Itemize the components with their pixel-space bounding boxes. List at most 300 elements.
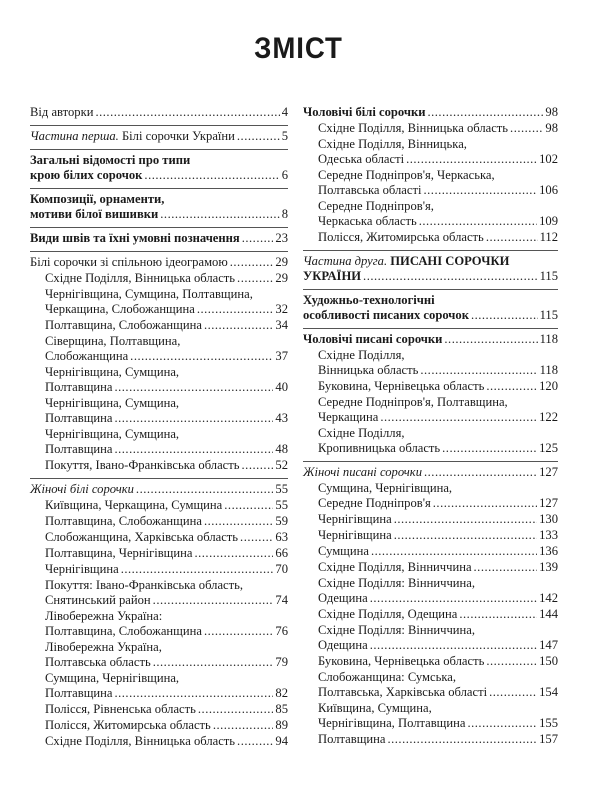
- dot-leader: [467, 716, 537, 731]
- entry-title-line: [318, 137, 558, 152]
- entry-title-line: [318, 348, 558, 363]
- dot-leader: [144, 168, 279, 183]
- entry-title-line: [318, 576, 558, 591]
- entry-last-line: [45, 593, 288, 608]
- entry-last-line: [303, 105, 558, 120]
- entry-last-line: [45, 562, 288, 577]
- dot-leader: [130, 349, 273, 364]
- entry-title-text: Буковина, Чернівецька область: [318, 654, 485, 668]
- dot-leader: [114, 442, 273, 457]
- dot-leader: [442, 441, 537, 456]
- dot-leader: [424, 465, 537, 480]
- page-number: 63: [275, 530, 288, 544]
- entry-last-line: [45, 318, 288, 333]
- dot-leader: [237, 734, 273, 749]
- page-number: 55: [275, 482, 288, 496]
- toc-section-entry[interactable]: [30, 105, 288, 120]
- toc-section-entry[interactable]: [303, 254, 558, 284]
- entry-title: Чернігівщина, Сумщина,: [45, 396, 180, 410]
- entry-title: Чернігівщина, Сумщина, Полтавщина,: [45, 287, 253, 301]
- page-number: 23: [275, 231, 288, 245]
- page-number: 34: [275, 318, 288, 332]
- toc-entry[interactable]: [30, 530, 288, 545]
- dot-leader: [237, 129, 280, 144]
- entry-title-line: [45, 334, 288, 349]
- entry-title: [45, 349, 128, 364]
- page-number: 79: [275, 655, 288, 669]
- page-number: 155: [539, 716, 558, 730]
- entry-title: [45, 271, 235, 286]
- toc-entry[interactable]: [30, 718, 288, 733]
- entry-title-text: Види швів та їхні умовні позначення: [30, 231, 240, 245]
- toc-section-entry[interactable]: [30, 129, 288, 144]
- section-divider: [30, 227, 288, 228]
- entry-title: [318, 379, 484, 394]
- page-number: 66: [275, 546, 288, 560]
- entry-title: [318, 183, 422, 198]
- entry-last-line: [45, 702, 288, 717]
- entry-title: Сумщина, Чернігівщина,: [318, 481, 453, 495]
- page-number: 43: [275, 411, 288, 425]
- entry-title: [318, 544, 369, 559]
- entry-title: Сумщина, Чернігівщина,: [45, 671, 180, 685]
- entry-title: [318, 121, 508, 136]
- entry-title-line: [318, 670, 558, 685]
- dot-leader: [242, 231, 274, 246]
- entry-last-line: [303, 269, 558, 284]
- entry-title: [45, 562, 119, 577]
- entry-title: [318, 512, 392, 527]
- entry-title: [303, 308, 469, 323]
- entry-title: Східне Поділля,: [318, 348, 405, 362]
- entry-title-text: Полтавщина, Слобожанщина: [45, 624, 202, 638]
- entry-title: [318, 214, 417, 229]
- page-number: 48: [275, 442, 288, 456]
- page-number: 154: [539, 685, 558, 699]
- dot-leader: [433, 496, 537, 511]
- entry-last-line: [318, 716, 558, 731]
- toc-entry[interactable]: [303, 623, 558, 653]
- entry-title-text: Від авторки: [30, 105, 94, 119]
- dot-leader: [136, 482, 273, 497]
- entry-last-line: [45, 458, 288, 473]
- page-number: 8: [281, 207, 288, 221]
- page-number: 59: [275, 514, 288, 528]
- entry-title: Середне Подніпров'я, Черкаська,: [318, 168, 495, 182]
- toc-left-column: [30, 103, 288, 749]
- entry-title: Середне Подніпров'я,: [318, 199, 434, 213]
- entry-title-text: Одещина: [318, 638, 368, 652]
- entry-title-text: Одещина: [318, 591, 368, 605]
- entry-last-line: [318, 496, 558, 511]
- entry-title: Східне Поділля, Вінницька,: [318, 137, 467, 151]
- toc-entry[interactable]: [303, 576, 558, 606]
- dot-leader: [471, 308, 538, 323]
- entry-title-line: [318, 481, 558, 496]
- entry-title: [45, 655, 151, 670]
- entry-title-text: Білі сорочки зі спільною ідеограмою: [30, 255, 228, 269]
- toc-entry[interactable]: [303, 168, 558, 198]
- section-divider: [303, 289, 558, 290]
- entry-last-line: [318, 607, 558, 622]
- entry-last-line: [318, 379, 558, 394]
- part-label: Частина друга.: [303, 254, 388, 268]
- entry-title-text: Київщина, Черкащина, Сумщина: [45, 498, 223, 512]
- entry-last-line: [30, 168, 288, 183]
- page-number: 98: [545, 121, 558, 135]
- entry-last-line: [318, 410, 558, 425]
- dot-leader: [394, 528, 537, 543]
- dot-leader: [242, 458, 274, 473]
- entry-last-line: [318, 528, 558, 543]
- page-number: 127: [539, 465, 558, 479]
- page-number: 94: [275, 734, 288, 748]
- entry-title-line: [45, 671, 288, 686]
- toc-section-entry[interactable]: [30, 255, 288, 270]
- page-number: 139: [539, 560, 558, 574]
- toc-entry[interactable]: [303, 230, 558, 245]
- toc-entry[interactable]: [303, 137, 558, 167]
- page-number: 74: [275, 593, 288, 607]
- entry-last-line: [45, 655, 288, 670]
- page-number: 120: [539, 379, 558, 393]
- page-number: 76: [275, 624, 288, 638]
- entry-last-line: [45, 349, 288, 364]
- entry-title: [318, 685, 487, 700]
- entry-title: [303, 269, 361, 284]
- entry-title-text: Східне Поділля, Одещина: [318, 607, 458, 621]
- toc-entry[interactable]: [303, 670, 558, 700]
- entry-title-text: Полтавщина: [45, 380, 113, 394]
- page-number: 157: [539, 732, 558, 746]
- entry-title: [30, 105, 93, 120]
- entry-last-line: [318, 638, 558, 653]
- section-divider: [303, 461, 558, 462]
- dot-leader: [224, 498, 273, 513]
- page-number: 85: [275, 702, 288, 716]
- entry-title: [318, 654, 484, 669]
- toc-entry[interactable]: [303, 607, 558, 622]
- entry-title: [45, 380, 112, 395]
- entry-last-line: [45, 411, 288, 426]
- entry-title-text: Східне Поділля, Вінниччина: [318, 560, 472, 574]
- toc-entry[interactable]: [30, 427, 288, 457]
- entry-title: [318, 607, 457, 622]
- entry-title-text: Снятинський район: [45, 593, 151, 607]
- entry-last-line: [303, 332, 558, 347]
- entry-last-line: [30, 255, 288, 270]
- entry-last-line: [318, 685, 558, 700]
- dot-leader: [371, 544, 537, 559]
- entry-title-text: Буковина, Чернівецька область: [318, 379, 485, 393]
- entry-title: [30, 231, 240, 246]
- entry-title-text: Чернігівщина: [45, 562, 119, 576]
- entry-title: Композиції, орнаменти,: [30, 192, 165, 206]
- toc-entry[interactable]: [30, 458, 288, 473]
- section-divider: [30, 251, 288, 252]
- dot-leader: [459, 607, 537, 622]
- toc-entry[interactable]: [30, 578, 288, 608]
- toc-entry[interactable]: [30, 640, 288, 670]
- page-number: 115: [539, 269, 558, 283]
- entry-title-text: Слобожанщина, Харківська область: [45, 530, 239, 544]
- entry-title-text: крою білих сорочок: [30, 168, 143, 182]
- toc-section-entry[interactable]: [303, 105, 558, 120]
- section-divider: [303, 328, 558, 329]
- toc-section-entry[interactable]: [30, 192, 288, 222]
- entry-last-line: [318, 183, 558, 198]
- dot-leader: [230, 255, 274, 270]
- section-divider: [30, 149, 288, 150]
- entry-last-line: [318, 654, 558, 669]
- toc-entry[interactable]: [303, 560, 558, 575]
- page-number: 55: [275, 498, 288, 512]
- page-number: 115: [539, 308, 558, 322]
- page-number: 82: [275, 686, 288, 700]
- entry-title-line: [45, 578, 288, 593]
- page-number: 29: [275, 255, 288, 269]
- entry-title: Східне Поділля,: [318, 426, 405, 440]
- entry-title-text: Чернігівщина: [318, 528, 392, 542]
- dot-leader: [486, 654, 537, 669]
- page-number: 125: [539, 441, 558, 455]
- entry-last-line: [318, 230, 558, 245]
- dot-leader: [237, 271, 273, 286]
- entry-title-text: Східне Поділля, Вінницька область: [45, 734, 236, 748]
- page-number: 5: [281, 129, 288, 143]
- page-number: 136: [539, 544, 558, 558]
- dot-leader: [427, 105, 543, 120]
- toc-section-entry[interactable]: [303, 332, 558, 347]
- page-number: 6: [281, 168, 288, 182]
- entry-title-text: Середне Подніпров'я: [318, 496, 431, 510]
- entry-title: [45, 624, 202, 639]
- entry-title-line: [318, 701, 558, 716]
- dot-leader: [363, 269, 538, 284]
- entry-title: Східне Поділля: Вінниччина,: [318, 623, 476, 637]
- entry-last-line: [45, 498, 288, 513]
- toc-section-entry[interactable]: [303, 465, 558, 480]
- entry-title-line: [45, 427, 288, 442]
- entry-last-line: [318, 363, 558, 378]
- dot-leader: [198, 702, 274, 717]
- toc-entry[interactable]: [30, 365, 288, 395]
- page-number: 127: [539, 496, 558, 510]
- toc-entry[interactable]: [303, 512, 558, 527]
- entry-title-text: Східне Поділля, Вінницька область: [318, 121, 509, 135]
- entry-title: [318, 716, 465, 731]
- dot-leader: [213, 718, 274, 733]
- toc-entry[interactable]: [303, 544, 558, 559]
- entry-title: [30, 255, 228, 270]
- toc-entry[interactable]: [30, 396, 288, 426]
- entry-title: [318, 560, 472, 575]
- entry-title-line: [45, 640, 288, 655]
- entry-title: [45, 546, 192, 561]
- entry-title: Київщина, Сумщина,: [318, 701, 432, 715]
- toc-entry[interactable]: [30, 702, 288, 717]
- dot-leader: [387, 732, 537, 747]
- entry-title-text: мотиви білої вишивки: [30, 207, 159, 221]
- page-number: 32: [275, 302, 288, 316]
- toc-entry[interactable]: [303, 426, 558, 456]
- page-number: 122: [539, 410, 558, 424]
- toc-entry[interactable]: [303, 379, 558, 394]
- entry-last-line: [318, 441, 558, 456]
- entry-title: [45, 442, 112, 457]
- entry-last-line: [30, 231, 288, 246]
- entry-last-line: [45, 514, 288, 529]
- dot-leader: [370, 638, 537, 653]
- entry-title-line: [318, 395, 558, 410]
- entry-title-text: Жіночі білі сорочки: [30, 482, 134, 496]
- entry-last-line: [45, 546, 288, 561]
- entry-title: [45, 530, 238, 545]
- dot-leader: [114, 411, 273, 426]
- toc-entry[interactable]: [30, 671, 288, 701]
- entry-title-line: [45, 287, 288, 302]
- toc-entry[interactable]: [30, 514, 288, 529]
- entry-title: Східне Поділля: Вінниччина,: [318, 576, 476, 590]
- toc-section-entry[interactable]: [30, 153, 288, 183]
- dot-leader: [486, 230, 538, 245]
- dot-leader: [406, 152, 537, 167]
- page-number: 52: [275, 458, 288, 472]
- entry-last-line: [303, 465, 558, 480]
- toc-entry[interactable]: [30, 318, 288, 333]
- entry-title-text: Чернігівщина, Полтавщина: [318, 716, 466, 730]
- dot-leader: [204, 514, 273, 529]
- entry-title-text: Полтавська області: [318, 183, 422, 197]
- entry-title: [318, 230, 484, 245]
- dot-leader: [153, 655, 274, 670]
- entry-title-line: [318, 168, 558, 183]
- entry-title: [45, 686, 112, 701]
- toc-entry[interactable]: [30, 334, 288, 364]
- entry-title: Художньо-технологічні: [303, 293, 435, 307]
- entry-title: Чернігівщина, Сумщина,: [45, 427, 180, 441]
- toc-section-entry[interactable]: [30, 231, 288, 246]
- entry-title: [318, 441, 440, 456]
- toc-entry[interactable]: [303, 701, 558, 731]
- toc-entry[interactable]: [303, 199, 558, 229]
- entry-title-text: Жіночі писані сорочки: [303, 465, 422, 479]
- entry-title-text: Білі сорочки України: [121, 129, 235, 143]
- dot-leader: [380, 410, 537, 425]
- entry-last-line: [30, 105, 288, 120]
- entry-last-line: [45, 380, 288, 395]
- toc-entry[interactable]: [303, 732, 558, 747]
- toc-entry[interactable]: [30, 562, 288, 577]
- entry-title: [45, 302, 195, 317]
- entry-title: [30, 482, 134, 497]
- entry-title-text: Полтавщина, Слобожанщина: [45, 514, 202, 528]
- entry-title: [45, 593, 151, 608]
- dot-leader: [419, 214, 537, 229]
- toc-entry[interactable]: [30, 498, 288, 513]
- entry-title: Сіверщина, Полтавщина,: [45, 334, 181, 348]
- entry-title-line: [45, 609, 288, 624]
- page-number: 112: [539, 230, 558, 244]
- toc-entry[interactable]: [303, 348, 558, 378]
- toc-section-entry[interactable]: [303, 293, 558, 323]
- toc-entry[interactable]: [30, 271, 288, 286]
- dot-leader: [420, 363, 537, 378]
- entry-last-line: [45, 302, 288, 317]
- entry-title-line: [303, 254, 558, 269]
- entry-title-text: Чернігівщина: [318, 512, 392, 526]
- entry-title: [45, 411, 112, 426]
- page-number: 150: [539, 654, 558, 668]
- entry-title-text: Східне Поділля, Вінницька область: [45, 271, 236, 285]
- entry-title-text: Чоловічі білі сорочки: [303, 105, 426, 119]
- toc-entry[interactable]: [303, 654, 558, 669]
- dot-leader: [160, 207, 279, 222]
- toc-entry[interactable]: [303, 121, 558, 136]
- toc-right-column: [303, 103, 558, 747]
- dot-leader: [197, 302, 274, 317]
- toc-entry[interactable]: [30, 546, 288, 561]
- entry-title-text: Черкащина, Слобожанщина: [45, 302, 195, 316]
- page-number: 133: [539, 528, 558, 542]
- entry-title: [45, 514, 202, 529]
- entry-title-line: [318, 426, 558, 441]
- entry-title-text: особливості писаних сорочок: [303, 308, 469, 322]
- page-title: ЗМІСТ: [254, 32, 343, 65]
- toc-entry[interactable]: [303, 528, 558, 543]
- entry-title: [45, 718, 211, 733]
- dot-leader: [204, 318, 273, 333]
- entry-title-text: Черкащина: [318, 410, 379, 424]
- toc-entry[interactable]: [303, 395, 558, 425]
- page-number: 4: [281, 105, 288, 119]
- entry-last-line: [30, 129, 288, 144]
- toc-section-entry[interactable]: [30, 482, 288, 497]
- entry-title-text: Полтавщина: [45, 686, 113, 700]
- toc-entry[interactable]: [30, 287, 288, 317]
- entry-title-text: Кропивницька область: [318, 441, 441, 455]
- entry-title-text: Полтавщина, Чернігівщина: [45, 546, 193, 560]
- toc-entry[interactable]: [303, 481, 558, 511]
- entry-title: [30, 129, 235, 144]
- part-label: Частина перша.: [30, 129, 119, 143]
- entry-title: [45, 734, 235, 749]
- entry-title: [45, 498, 222, 513]
- entry-title-line: [318, 199, 558, 214]
- toc-entry[interactable]: [30, 609, 288, 639]
- entry-last-line: [318, 591, 558, 606]
- page-number: 144: [539, 607, 558, 621]
- entry-title-text: Слобожанщина: [45, 349, 129, 363]
- entry-last-line: [318, 544, 558, 559]
- entry-last-line: [45, 530, 288, 545]
- page-number: 142: [539, 591, 558, 605]
- entry-title: Чернігівщина, Сумщина,: [45, 365, 180, 379]
- entry-title-text: Полтавщина: [45, 411, 113, 425]
- dot-leader: [114, 380, 273, 395]
- page-number: 130: [539, 512, 558, 526]
- section-divider: [303, 250, 558, 251]
- dot-leader: [394, 512, 537, 527]
- dot-leader: [95, 105, 279, 120]
- entry-title: [30, 168, 142, 183]
- entry-title-text: Полісся, Рівненська область: [45, 702, 196, 716]
- page-number: 29: [275, 271, 288, 285]
- entry-title-line: [45, 365, 288, 380]
- toc-entry[interactable]: [30, 734, 288, 749]
- entry-title-text: Вінницька область: [318, 363, 419, 377]
- entry-last-line: [45, 718, 288, 733]
